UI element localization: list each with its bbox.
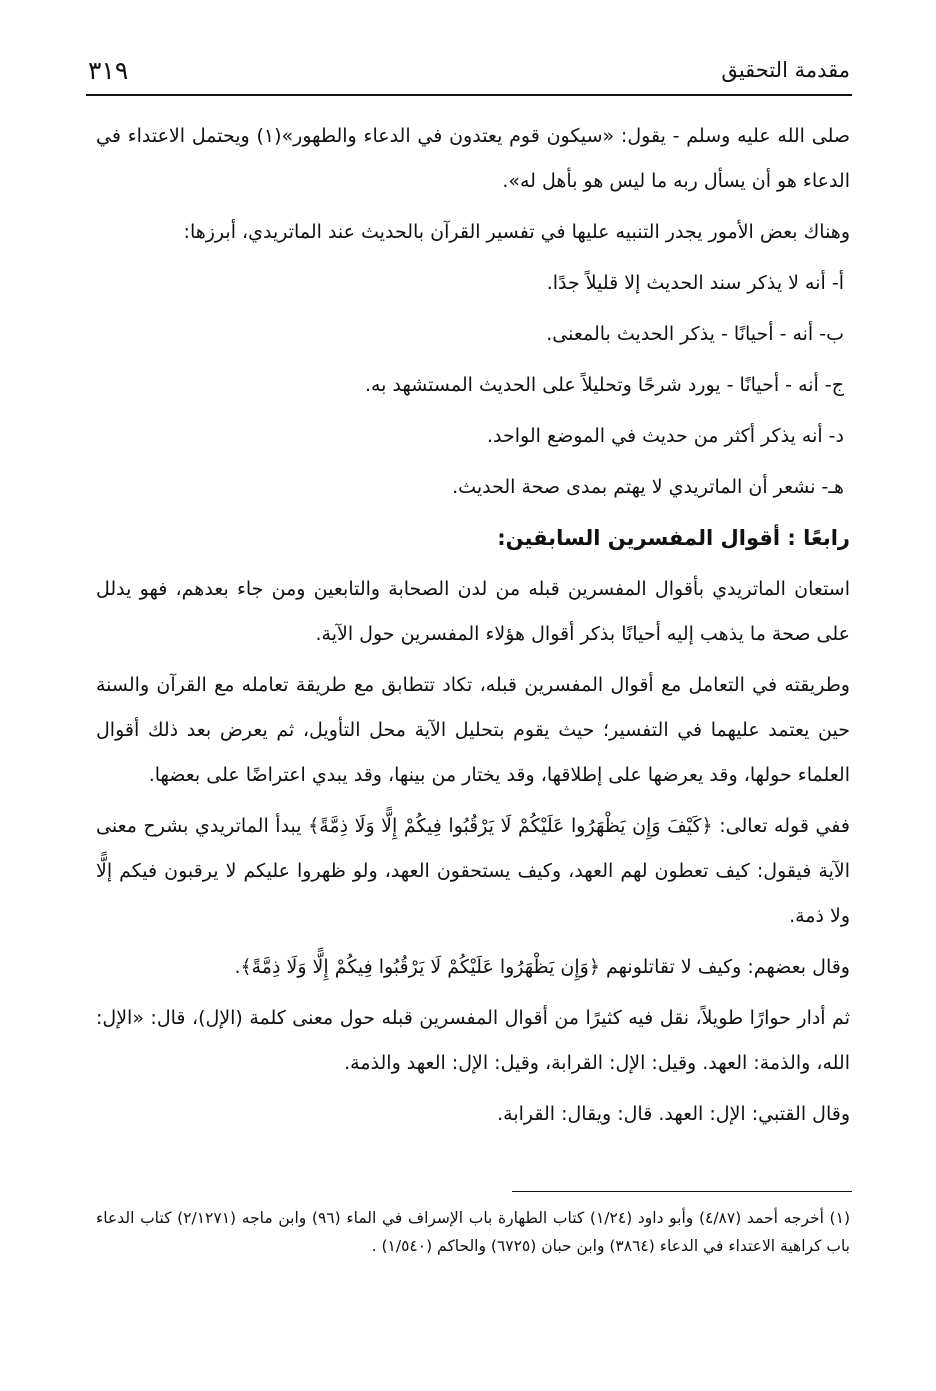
paragraph: استعان الماتريدي بأقوال المفسرين قبله من لدن الصحابة والتابعين ومن جاء بعدهم، فهو يدلل على صحة ما يذهب إليه أحيانًا بذكر أقوال هؤلاء المفسرين حول الآية. bbox=[96, 578, 850, 645]
footnote: (١) أخرجه أحمد (٤/٨٧) وأبو داود (١/٢٤) كتاب الطهارة باب الإسراف في الماء (٩٦) وابن ماجه (٢/١٢٧١) كتاب الدعاء باب كراهية الاعتداء في الدعاء (٣٨٦٤) وابن حبان (٦٧٢٥) والحاكم (١/٥٤٠) . bbox=[96, 1209, 850, 1255]
list-item: د- أنه يذكر أكثر من حديث في الموضع الواحد. bbox=[487, 425, 844, 447]
running-title: مقدمة التحقيق bbox=[721, 58, 850, 82]
list-item: أ- أنه لا يذكر سند الحديث إلا قليلاً جدًا. bbox=[546, 272, 844, 294]
page-number: ٣١٩ bbox=[88, 56, 129, 85]
paragraph: وهناك بعض الأمور يجدر التنبيه عليها في تفسير القرآن بالحديث عند الماتريدي، أبرزها: bbox=[183, 221, 850, 243]
page-header bbox=[86, 54, 852, 96]
paragraph: ففي قوله تعالى: ﴿كَيْفَ وَإِن يَظْهَرُوا عَلَيْكُمْ لَا يَرْقُبُوا فِيكُمْ إِلًّا وَلَا ذِمَّةً﴾ يبدأ الماتريدي بشرح معنى الآية فيقول: كيف تعطون لهم العهد، وكيف يستحقون العهد، ولو ظهروا عليكم لا يرقبون فيكم إلًّا ولا ذمة. bbox=[96, 815, 850, 927]
paragraph: وقال بعضهم: وكيف لا تقاتلونهم ﴿وَإِن يَظْهَرُوا عَلَيْكُمْ لَا يَرْقُبُوا فِيكُمْ إِلًّا وَلَا ذِمَّةً﴾. bbox=[234, 956, 850, 978]
section-heading: رابعًا : أقوال المفسرين السابقين: bbox=[497, 526, 850, 550]
paragraph: وقال القتبي: الإل: العهد. قال: ويقال: القرابة. bbox=[497, 1103, 850, 1125]
paragraph: ثم أدار حوارًا طويلاً، نقل فيه كثيرًا من أقوال المفسرين قبله حول معنى كلمة (الإل)، قال: «الإل: الله، والذمة: العهد. وقيل: الإل: القرابة، وقيل: الإل: العهد والذمة. bbox=[96, 1007, 850, 1074]
list-item: ج- أنه - أحيانًا - يورد شرحًا وتحليلاً على الحديث المستشهد به. bbox=[364, 374, 844, 396]
paragraph: وطريقته في التعامل مع أقوال المفسرين قبله، تكاد تتطابق مع طريقة تعامله مع القرآن والسنة حين يعتمد عليهما في التفسير؛ حيث يقوم بتحليل الآية محل التأويل، ثم يعرض بعد ذلك أقوال العلماء حولها، وقد يعرضها على إطلاقها، وقد يختار من بينها، وقد يبدي اعتراضًا على بعضها. bbox=[96, 674, 850, 786]
footnote-separator bbox=[512, 1191, 852, 1192]
main-text bbox=[96, 114, 850, 1143]
list-item: هـ- نشعر أن الماتريدي لا يهتم بمدى صحة الحديث. bbox=[452, 476, 844, 498]
paragraph: صلى الله عليه وسلم - يقول: «سيكون قوم يعتدون في الدعاء والطهور»(١) ويحتمل الاعتداء في الدعاء هو أن يسأل ربه ما ليس هو بأهل له». bbox=[96, 125, 851, 192]
list-item: ب- أنه - أحيانًا - يذكر الحديث بالمعنى. bbox=[546, 323, 844, 345]
